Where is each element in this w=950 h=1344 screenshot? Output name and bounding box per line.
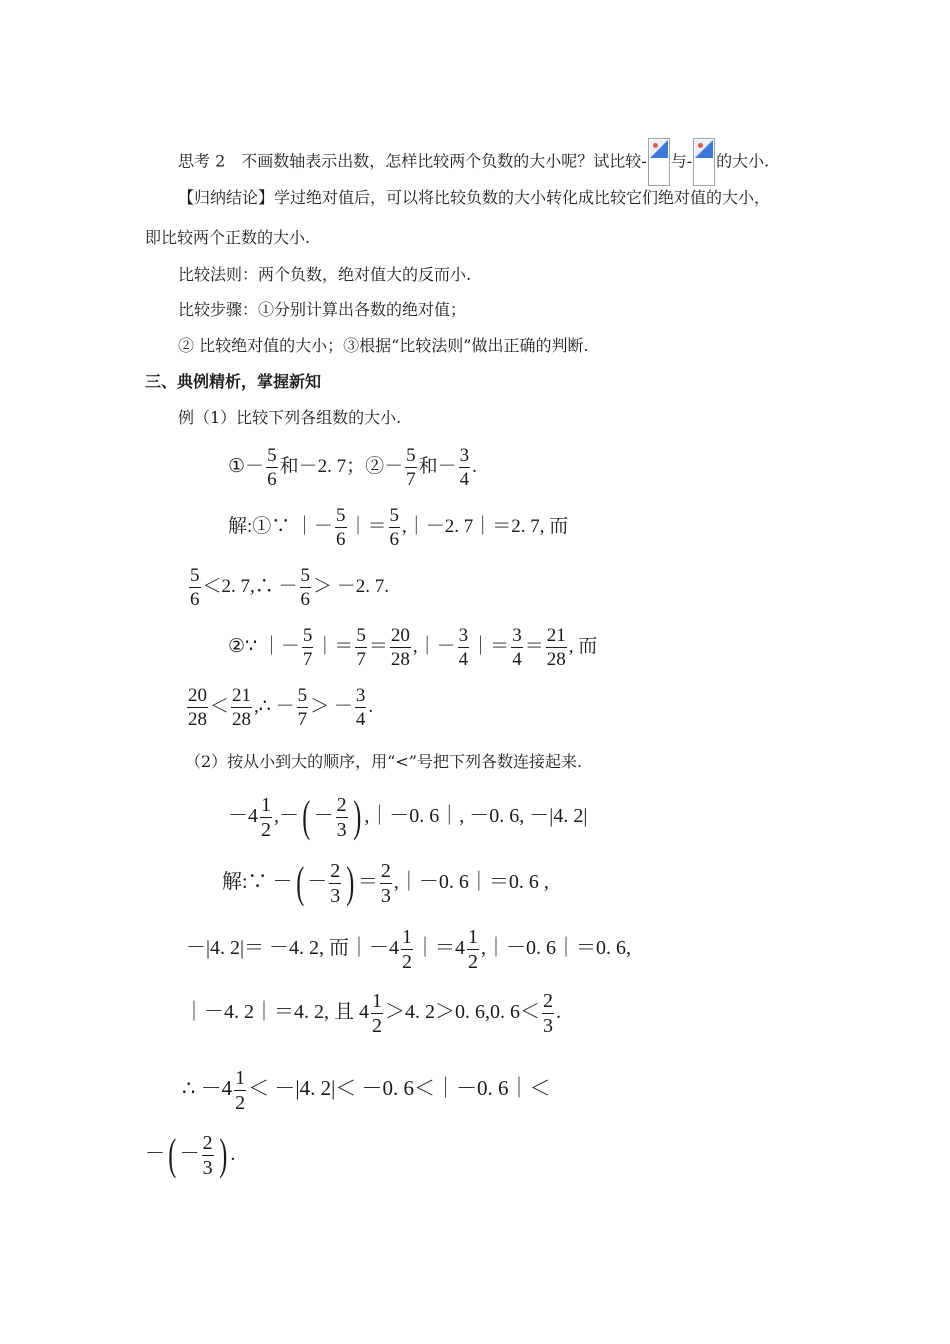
expr-text: －|4. 2|＝ －4. 2, 而｜－4 xyxy=(186,937,400,959)
expr-text: ,｜－0. 6｜, －0. 6, －|4. 2| xyxy=(364,805,588,827)
expr-text: , 而 xyxy=(568,635,598,657)
expr-text: ｜＝ xyxy=(471,635,510,657)
fraction: $\frac{5}{6}$ xyxy=(300,565,311,610)
expr-text: ,｜－ xyxy=(412,635,456,657)
example1-intro: 例（1）比较下列各组数的大小. xyxy=(178,408,402,427)
fraction: $\frac{2}{3}$ xyxy=(330,859,341,907)
fraction: $\frac{5}{7}$ xyxy=(302,625,313,670)
expr-text: ,∴ － xyxy=(254,695,295,717)
expr-text: ＜ －|4. 2|＜ －0. 6＜｜－0. 6｜＜ xyxy=(248,1076,551,1100)
fraction: $\frac{2}{3}$ xyxy=(202,1131,213,1179)
expr-text: ∴ －4 xyxy=(182,1076,233,1100)
expr-text: ,－ xyxy=(274,805,299,827)
solution1-line1 xyxy=(228,506,568,549)
left-paren: ( xyxy=(295,858,304,908)
comparison-steps-1: 比较步骤：①分别计算出各数的绝对值； xyxy=(178,300,467,319)
think2-prefix: 思考 2 不画数轴表示出数，怎样比较两个负数的大小呢？试比较 xyxy=(178,151,642,171)
comparison-steps-2: ② 比较绝对值的大小；③根据“比较法则”做出正确的判断. xyxy=(178,336,589,355)
example2-solution-line3 xyxy=(184,990,561,1036)
expr-text: . xyxy=(368,695,374,717)
fraction: $\frac{3}{4}$ xyxy=(458,625,469,670)
fraction: $\frac{20}{28}$ xyxy=(188,685,207,730)
fraction: $\frac{1}{2}$ xyxy=(235,1066,246,1114)
expr-text: ｜＝ xyxy=(348,515,387,537)
expr-text: 解:①∵ ｜－ xyxy=(228,515,334,537)
minus-sign: － xyxy=(245,455,265,477)
right-paren: ) xyxy=(218,1130,228,1180)
left-paren: ( xyxy=(168,1130,177,1180)
broken-image-icon xyxy=(648,138,670,186)
fraction: $\frac{1}{2}$ xyxy=(468,925,479,973)
expr-text: ＜ xyxy=(210,695,230,717)
fraction: $\frac{5}{6}$ xyxy=(190,565,200,610)
expr-text: － xyxy=(179,1143,200,1165)
example1-question xyxy=(228,446,477,489)
left-paren: ( xyxy=(302,792,311,842)
expr-text: ｜＝ xyxy=(315,635,354,657)
minus-sign: - xyxy=(641,151,647,171)
fraction: $\frac{2}{3}$ xyxy=(336,793,347,841)
fraction: $\frac{21}{28}$ xyxy=(232,685,252,730)
circled-1: ① xyxy=(228,455,246,477)
comparison-rule: 比较法则：两个负数，绝对值大的反而小. xyxy=(178,265,472,284)
fraction: $\frac{5}{7}$ xyxy=(406,445,416,490)
fraction: $\frac{20}{28}$ xyxy=(390,625,410,670)
fraction: $\frac{2}{3}$ xyxy=(543,989,553,1037)
example2-intro: （2）按从小到大的顺序，用“<”号把下列各数连接起来. xyxy=(185,752,583,771)
expr-text: ｜＝4 xyxy=(415,937,466,959)
solution1-line2 xyxy=(187,566,389,609)
right-paren: ) xyxy=(346,858,355,908)
example2-conclusion-line1 xyxy=(182,1066,551,1113)
expr-text: 解:∵ － xyxy=(222,871,293,893)
expr-text: ②∵ ｜－ xyxy=(228,635,300,657)
expr-text: ｜－4. 2｜＝4. 2, 且 4 xyxy=(184,1001,369,1023)
expr-text: － xyxy=(145,1143,165,1165)
expr-text: ＝ xyxy=(524,635,544,657)
fraction: $\frac{5}{6}$ xyxy=(267,445,277,490)
fraction: $\frac{5}{6}$ xyxy=(336,505,346,550)
expr-text: . xyxy=(230,1143,236,1165)
fraction: $\frac{1}{2}$ xyxy=(261,793,271,841)
expr-text: ,｜－0. 6｜＝0. 6 , xyxy=(393,871,549,893)
example2-solution-line2 xyxy=(186,926,631,972)
fraction: $\frac{1}{2}$ xyxy=(372,989,382,1037)
expr-text: 和－2. 7；② xyxy=(279,455,385,477)
fraction: $\frac{5}{6}$ xyxy=(389,505,400,550)
fraction: $\frac{21}{28}$ xyxy=(546,625,566,670)
fraction: $\frac{3}{4}$ xyxy=(459,445,470,490)
expr-text: ,｜－2. 7｜＝2. 7, 而 xyxy=(402,515,569,537)
conclusion-line2: 即比较两个正数的大小. xyxy=(145,228,311,247)
think2-conj: 与 xyxy=(670,151,687,171)
fraction: $\frac{3}{4}$ xyxy=(512,625,522,670)
solution2-line2 xyxy=(185,686,373,729)
minus-sign: - xyxy=(686,151,693,171)
expr-text: － xyxy=(307,871,328,893)
example2-conclusion-line2 xyxy=(145,1132,235,1178)
think2-suffix: 的大小. xyxy=(716,151,770,171)
expr-text: －4 xyxy=(228,805,258,827)
example2-question xyxy=(228,794,587,840)
right-paren: ) xyxy=(352,792,362,842)
expr-text: ＜2. 7,∴ － xyxy=(202,575,298,597)
expr-text: . xyxy=(556,1001,561,1023)
example2-solution-line1 xyxy=(222,860,549,906)
expr-text: ＝ xyxy=(357,871,378,893)
fraction: $\frac{5}{7}$ xyxy=(297,685,308,730)
solution2-line1 xyxy=(228,626,597,669)
minus-sign: － xyxy=(384,455,404,477)
expr-text: ,｜－0. 6｜＝0. 6, xyxy=(481,937,632,959)
fraction: $\frac{2}{3}$ xyxy=(380,859,391,907)
fraction: $\frac{1}{2}$ xyxy=(402,925,413,973)
expr-text: ＞ －2. 7. xyxy=(313,575,390,597)
expr-text: － xyxy=(313,805,334,827)
broken-image-icon xyxy=(693,138,715,186)
expr-text: 和－ xyxy=(418,455,457,477)
section-heading: 三、典例精析，掌握新知 xyxy=(145,372,322,391)
expr-text: ＞4. 2＞0. 6,0. 6＜ xyxy=(385,1001,540,1023)
fraction: $\frac{5}{7}$ xyxy=(356,625,366,670)
fraction: $\frac{3}{4}$ xyxy=(355,685,366,730)
conclusion-line1: 【归纳结论】学过绝对值后，可以将比较负数的大小转化成比较它们绝对值的大小， xyxy=(178,188,771,207)
expr-text: ＝ xyxy=(368,635,388,657)
expr-text: . xyxy=(472,455,477,477)
think2-line xyxy=(178,138,769,186)
expr-text: ＞ － xyxy=(310,695,353,717)
